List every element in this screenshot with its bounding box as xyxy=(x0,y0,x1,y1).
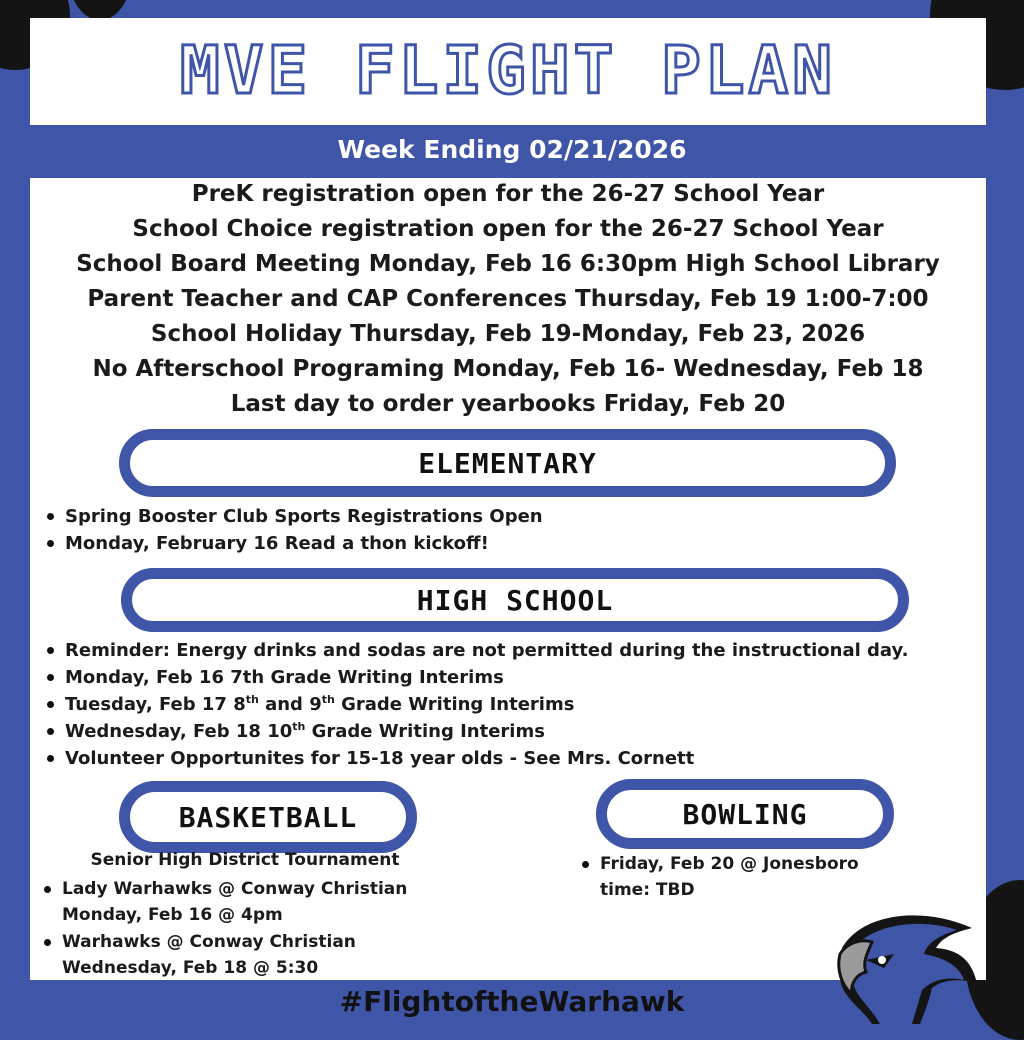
list-item: Tuesday, Feb 17 8th and 9th Grade Writing Interims xyxy=(43,691,908,718)
bowling-heading: BOWLING xyxy=(682,797,808,831)
announcement-item: School Board Meeting Monday, Feb 16 6:30pm High School Library xyxy=(76,251,940,277)
content-panel xyxy=(30,178,986,980)
announcement-item: Last day to order yearbooks Friday, Feb 20 xyxy=(230,391,786,417)
list-item: Monday, Feb 16 7th Grade Writing Interims xyxy=(43,664,908,691)
page-title: MVE FLIGHT PLAN xyxy=(179,32,837,109)
list-item: Lady Warhawks @ Conway Christian Monday, Feb 16 @ 4pm xyxy=(40,876,407,928)
list-item: Wednesday, Feb 18 10th Grade Writing Interims xyxy=(43,718,908,745)
announcement-item: Parent Teacher and CAP Conferences Thursday, Feb 19 1:00-7:00 xyxy=(87,286,929,312)
elementary-heading-pill xyxy=(119,429,896,497)
bowling-list xyxy=(578,851,859,904)
list-item: Spring Booster Club Sports Registrations Open xyxy=(43,503,543,530)
high-school-list xyxy=(43,637,908,772)
elementary-list xyxy=(43,503,543,557)
basketball-subheading: Senior High District Tournament xyxy=(90,850,400,870)
corner-shape-top-left-2 xyxy=(70,0,130,20)
bowling-heading-pill xyxy=(596,779,894,849)
announcement-item: No Afterschool Programing Monday, Feb 16- Wednesday, Feb 18 xyxy=(92,356,924,382)
header-panel xyxy=(30,18,986,125)
announcement-item: PreK registration open for the 26-27 School Year xyxy=(191,181,825,207)
list-item: Reminder: Energy drinks and sodas are not permitted during the instructional day. xyxy=(43,637,908,664)
list-item: Friday, Feb 20 @ Jonesboro time: TBD xyxy=(578,851,859,903)
basketball-heading-pill xyxy=(119,781,417,853)
list-item: Monday, February 16 Read a thon kickoff! xyxy=(43,530,543,557)
announcement-item: School Holiday Thursday, Feb 19-Monday, Feb 23, 2026 xyxy=(150,321,866,347)
announcement-item: School Choice registration open for the 26-27 School Year xyxy=(132,216,884,242)
high-school-heading: HIGH SCHOOL xyxy=(416,583,614,617)
basketball-heading: BASKETBALL xyxy=(178,800,358,834)
elementary-heading: ELEMENTARY xyxy=(418,446,597,480)
list-item: Volunteer Opportunites for 15-18 year olds - See Mrs. Cornett xyxy=(43,745,908,772)
announcements-list xyxy=(30,179,986,424)
list-item: Warhawks @ Conway Christian Wednesday, Feb 18 @ 5:30 xyxy=(40,929,407,981)
week-ending: Week Ending 02/21/2026 xyxy=(337,135,687,164)
basketball-list xyxy=(40,876,407,982)
footer-hashtag: #FlightoftheWarhawk xyxy=(339,985,685,1018)
high-school-heading-pill xyxy=(121,568,909,632)
